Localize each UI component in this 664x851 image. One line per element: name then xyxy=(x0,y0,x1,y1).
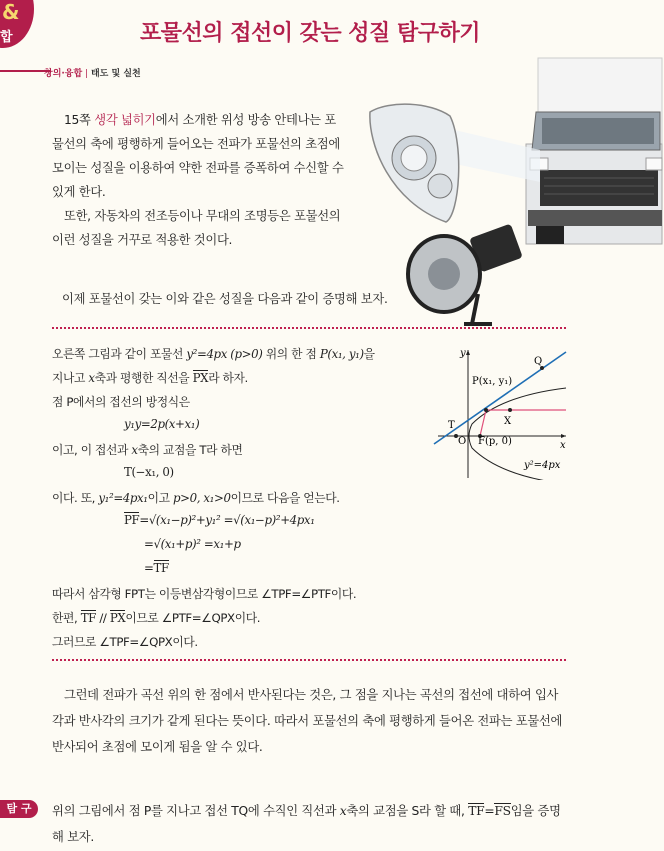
light-beam xyxy=(446,128,540,182)
page-title: 포물선의 접선이 갖는 성질 탐구하기 xyxy=(140,21,480,46)
label-x: X xyxy=(504,416,512,427)
equals-sign: = xyxy=(484,804,495,818)
intro-paragraph-1 xyxy=(52,108,344,204)
proof-text: 오른쪽 그림과 같이 포물선 xyxy=(52,347,187,361)
x-axis-label: x xyxy=(560,440,566,451)
point-x-dot xyxy=(508,408,512,412)
proof-text: 축과 평행한 직선을 xyxy=(94,371,193,385)
intro-reference: 생각 넓히기 xyxy=(94,113,156,127)
intro-paragraph-2: 또한, 자동차의 전조등이나 무대의 조명등은 포물선의 이런 성질을 거꾸로 적용한 것이다. xyxy=(52,209,341,247)
label-f: F(p, 0) xyxy=(478,436,512,447)
corner-symbol: & xyxy=(2,0,20,24)
proof-text: 지나고 xyxy=(52,371,89,385)
segment-tf: TF xyxy=(153,561,169,575)
proof-text: 이고, 이 접선과 xyxy=(52,443,132,457)
proof-line-5 xyxy=(52,441,242,458)
proof-text: 을 xyxy=(363,347,375,361)
explore-text: 위의 그림에서 점 P를 지나고 접선 TQ에 수직인 직선과 xyxy=(52,804,340,818)
proof-text: 이고 xyxy=(147,491,173,505)
proof-line-8 xyxy=(124,513,315,527)
proof-line-10 xyxy=(144,561,169,575)
label-p: P(x₁, y₁) xyxy=(472,376,513,387)
truck-image xyxy=(526,58,662,244)
point-p-dot xyxy=(484,408,488,412)
illustration-photos xyxy=(360,54,664,334)
proof-line-3: 점 P에서의 접선의 방정식은 xyxy=(52,395,190,409)
point-p: P(x₁, y₁) xyxy=(319,347,364,361)
proof-line-9: =√(x₁+p)² =x₁+p xyxy=(144,537,241,551)
ray-px: PX xyxy=(192,371,209,385)
parallel-symbol: // xyxy=(95,611,110,625)
tangent-equation: y₁y=2p(x+x₁) xyxy=(124,417,200,431)
intro-paragraphs xyxy=(52,108,344,252)
proof-line-7 xyxy=(52,489,340,506)
proof-line-13: 그러므로 ∠TPF=∠QPX이다. xyxy=(52,635,198,649)
spotlight-image xyxy=(408,224,523,324)
math-x: x xyxy=(339,804,347,818)
corner-divider xyxy=(0,70,50,72)
parabola-relation: y₁²=4px₁ xyxy=(98,491,148,505)
proof-text: 축의 교점을 T라 하면 xyxy=(137,443,243,457)
segment-tf: TF xyxy=(80,611,96,625)
label-t: T xyxy=(448,420,455,431)
proof-text: 이므로 ∠PTF=∠QPX이다. xyxy=(125,611,261,625)
proof-text: 한편, xyxy=(52,611,81,625)
parabola-diagram xyxy=(430,344,570,480)
outro-paragraph xyxy=(52,682,568,760)
headlamp-image xyxy=(370,104,459,222)
corner-char: 합 xyxy=(0,30,13,45)
equals-sign: = xyxy=(144,561,154,575)
proof-text: 이다. 또, xyxy=(52,491,99,505)
conditions: p>0, x₁>0 xyxy=(172,491,231,505)
label-curve: y²=4px xyxy=(524,460,561,471)
outro-text: 그런데 전파가 곡선 위의 한 점에서 반사된다는 것은, 그 점을 지나는 곡선의 접선에 대하여 입사각과 반사각의 크기가 같게 된다는 뜻이다. 따라서 포물선의 축에 평행하게 들어온 전파는 포물선에 반사되어 초점에 모이게 됨을 알 수 있다. xyxy=(52,688,563,754)
proof-text: 라 하자. xyxy=(208,371,248,385)
segment-fs: FS xyxy=(494,804,511,818)
explore-text: 임을 증명해 보자. xyxy=(52,804,561,844)
y-axis-label: y xyxy=(460,348,466,359)
proof-line-1 xyxy=(52,345,375,362)
proof-text: 위의 한 점 xyxy=(262,347,320,361)
label-o: O xyxy=(458,436,467,447)
segment-tf: TF xyxy=(468,804,485,818)
explore-task xyxy=(52,798,568,850)
tag-detail: 태도 및 실천 xyxy=(90,69,141,79)
segment-pf-line xyxy=(480,410,486,436)
proof-line-11: 따라서 삼각형 FPT는 이등변삼각형이므로 ∠TPF=∠PTF이다. xyxy=(52,587,357,601)
label-q: Q xyxy=(534,356,543,367)
pf-derivation: =√(x₁−p)²+y₁² =√(x₁−p)²+4px₁ xyxy=(139,513,315,527)
math-x: x xyxy=(88,371,95,385)
section-tag: 창의·융합 | 태도 및 실천 xyxy=(44,69,141,79)
proof-line-2 xyxy=(52,369,248,386)
intro-text: 에서 소개한 위성 방송 안테나는 포물선의 축에 평행하게 들어오는 전파가 포물선의 초점에 모이는 성질을 이용하여 약한 전파를 증폭하여 수신할 수 있게 한다. xyxy=(52,113,344,199)
intro-text: 15쪽 xyxy=(64,113,95,127)
explore-badge: 탐 구 xyxy=(0,800,38,818)
proof-text: 이므로 다음을 얻는다. xyxy=(230,491,340,505)
proof-line-12 xyxy=(52,609,260,626)
explore-text: 축의 교점을 S라 할 때, xyxy=(346,804,469,818)
divider-top xyxy=(52,327,566,329)
point-t: T(−x₁, 0) xyxy=(124,465,174,479)
segment-pf: PF xyxy=(124,513,140,527)
ray-px: PX xyxy=(109,611,126,625)
math-x: x xyxy=(131,443,138,457)
parabola-equation: y²=4px (p>0) xyxy=(186,347,263,361)
divider-bottom xyxy=(52,659,566,661)
tag-category: 창의·융합 xyxy=(44,69,83,79)
prove-intro: 이제 포물선이 갖는 이와 같은 성질을 다음과 같이 증명해 보자. xyxy=(62,292,388,306)
